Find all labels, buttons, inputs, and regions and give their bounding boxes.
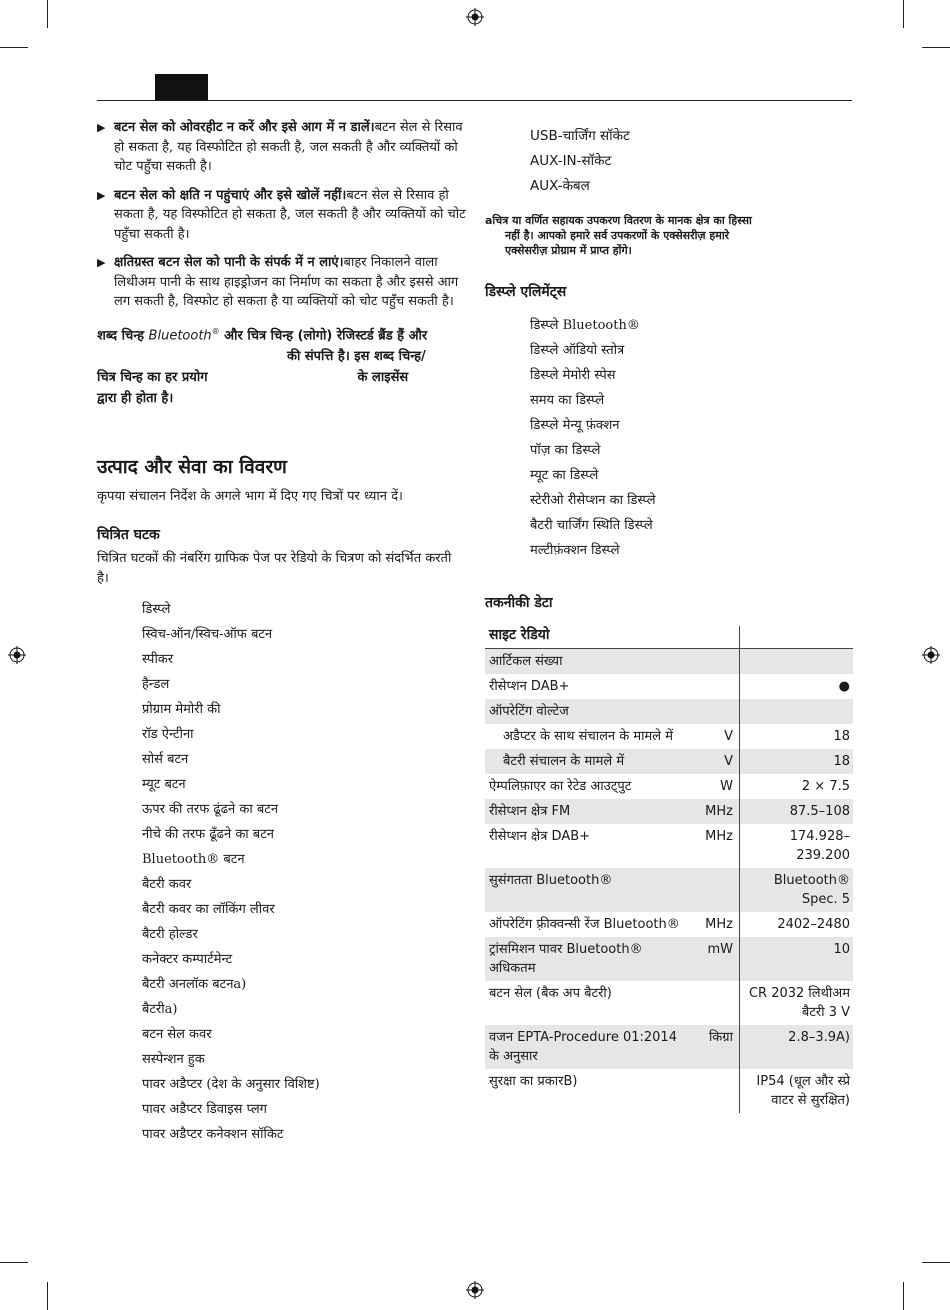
header-rule — [97, 100, 852, 101]
table-row — [485, 1069, 853, 1113]
table-cell-value: 10 — [740, 937, 854, 981]
table-cell-label: बैटरी संचालन के मामले में — [485, 749, 685, 774]
trademark-reg: ® — [211, 326, 220, 336]
table-cell-unit: V — [685, 749, 740, 774]
table-row — [485, 674, 853, 699]
table-header-unit — [685, 626, 740, 649]
table-row — [485, 1025, 853, 1069]
table-cell-label: सुरक्षा का प्रकारB) — [489, 1074, 578, 1089]
footnote — [485, 213, 853, 258]
list-item: AUX-IN-सॉकेट — [530, 153, 612, 169]
table-cell-label: रीसेप्शन क्षेत्र FM — [485, 799, 685, 824]
table-row — [485, 912, 853, 937]
crop-mark-tr-h — [922, 47, 950, 48]
registration-mark-icon — [8, 646, 26, 664]
table-header: साइट रेडियो — [485, 626, 685, 649]
list-item: सस्पेन्शन हुक — [142, 1051, 205, 1067]
footnote-line: एक्सेसरीज़ प्रोग्राम में प्राप्त होंगे। — [505, 244, 632, 257]
table-row — [485, 724, 853, 749]
list-item: बैटरी कवर — [142, 876, 192, 892]
warning-text: बटन सेल से रिसाव हो सकता है, यह विस्फोटित हो सकता है, जल सकती है और व्यक्तियों को चोट पहुँचा सकती है। — [114, 187, 466, 242]
table-row — [485, 699, 853, 724]
table-cell-value: 2.8–3.9A) — [740, 1025, 854, 1069]
list-item: पावर अडैप्टर (देश के अनुसार विशिष्ट) — [142, 1076, 320, 1092]
table-cell-value: 18 — [833, 729, 850, 744]
list-item: प्रोग्राम मेमोरी की — [142, 701, 221, 717]
components-list-continued — [485, 124, 853, 199]
list-item: बटन सेल कवर — [142, 1026, 212, 1042]
bullet-triangle-icon: ▶ — [97, 121, 106, 134]
list-item: AUX-केबल — [530, 178, 590, 194]
table-cell-value: 174.928–239.200 — [789, 829, 850, 863]
table-row — [485, 649, 853, 675]
tech-data-title: तकनीकी डेटा — [485, 595, 553, 611]
table-row — [485, 799, 853, 824]
trademark-text: शब्द चिन्ह — [97, 327, 145, 343]
list-item: स्टेरीओ रीसेप्शन का डिस्प्ले — [530, 493, 656, 508]
trademark-text: के लाइसेंस — [357, 369, 409, 385]
table-cell-unit: MHz — [685, 912, 740, 937]
table-cell-unit — [685, 674, 740, 699]
table-cell-unit: V — [685, 724, 740, 749]
table-cell-value: 2 × 7.5 — [801, 779, 850, 794]
list-item: पॉज़ का डिस्प्ले — [530, 443, 601, 458]
table-cell-value — [740, 699, 854, 724]
crop-mark-bl-h — [0, 1262, 28, 1263]
list-item: डिस्प्ले मेन्यू फ़ंक्शन — [530, 418, 620, 433]
table-cell-value: 87.5–108 — [740, 799, 854, 824]
section-title: उत्पाद और सेवा का विवरण — [97, 455, 287, 478]
bullet-triangle-icon: ▶ — [97, 256, 106, 269]
right-column — [485, 124, 853, 1113]
table-cell-unit: किग्रा — [685, 1025, 740, 1069]
list-item: बैटरी होल्डर — [142, 926, 198, 942]
warning-item — [97, 253, 467, 312]
list-item: बैटरी चार्जिंग स्थिति डिस्प्ले — [530, 518, 653, 533]
crop-mark-tr-v — [903, 0, 904, 28]
crop-mark-br-v — [903, 1282, 904, 1310]
table-cell-unit: MHz — [685, 824, 740, 868]
left-column — [97, 118, 467, 1147]
list-item: डिस्प्ले मेमोरी स्पेस — [530, 368, 616, 383]
list-item: बैटरी कवर का लॉकिंग लीवर — [142, 901, 275, 917]
warning-item — [97, 186, 467, 245]
table-cell-label: वजन EPTA-Procedure 01:2014 के अनुसार — [485, 1025, 685, 1069]
list-item: कनेक्टर कम्पार्टमेन्ट — [142, 951, 233, 967]
list-item: हैन्डल — [142, 676, 170, 692]
list-item: ऊपर की तरफ ढूंढने का बटन — [142, 801, 279, 817]
intro-text: कृपया संचालन निर्देश के अगले भाग में दिए गए चित्रों पर ध्यान दें। — [97, 488, 403, 504]
list-item: पावर अडैप्टर डिवाइस प्लग — [142, 1101, 267, 1117]
crop-mark-tl-h — [0, 47, 28, 48]
list-item: डिस्प्ले Bluetooth® — [530, 318, 640, 333]
trademark-text: चित्र चिन्ह का हर प्रयोग — [97, 369, 208, 385]
list-item: म्यूट बटन — [142, 776, 186, 792]
table-cell-unit — [685, 981, 740, 1025]
crop-mark-br-h — [922, 1262, 950, 1263]
table-cell-value — [740, 649, 854, 675]
list-item: पावर अडैप्टर कनेक्शन सॉकिट — [142, 1126, 284, 1142]
registration-mark-icon — [466, 1281, 484, 1299]
list-item: मल्टीफ़ंक्शन डिस्प्ले — [530, 543, 620, 558]
table-row — [485, 774, 853, 799]
table-cell-label: आर्टिकल संख्या — [485, 649, 685, 675]
table-cell-label: रीसेप्शन क्षेत्र DAB+ — [489, 829, 591, 844]
list-item: बैटरी अनलॉक बटनa) — [142, 976, 247, 992]
trademark-text: की संपत्ति है। इस शब्द चिन्ह/ — [287, 348, 426, 364]
tech-data-table — [485, 626, 853, 1113]
table-cell-label: बटन सेल (बैक अप बैटरी) — [489, 986, 612, 1001]
components-list — [97, 597, 467, 1147]
table-cell-unit — [685, 699, 740, 724]
table-header-row — [485, 626, 853, 649]
table-cell-value: 2402–2480 — [777, 917, 850, 932]
components-description: चित्रित घटकों की नंबरिंग ग्राफिक पेज पर रेडियो के चित्रण को संदर्भित करती है। — [97, 550, 452, 586]
table-cell-label: ऑपरेटिंग फ़्रीक्वन्सी रेंज Bluetooth® — [489, 917, 680, 932]
list-item: रॉड ऐन्टीना — [142, 726, 194, 742]
trademark-text: और चित्र चिन्ह (लोगो) रेजिस्टर्ड ब्रैंड हैं और — [219, 327, 428, 343]
table-cell-unit: W — [685, 774, 740, 799]
table-cell-unit — [685, 1069, 740, 1113]
table-row — [485, 749, 853, 774]
bullet-triangle-icon: ▶ — [97, 188, 106, 202]
table-cell-label: सुसंगतता Bluetooth® — [485, 868, 685, 912]
trademark-text: द्वारा ही होता है। — [97, 390, 174, 406]
list-item: नीचे की तरफ ढूँढने का बटन — [142, 826, 274, 842]
table-cell-unit — [685, 868, 740, 912]
table-cell-label: रीसेप्शन DAB+ — [489, 679, 570, 694]
table-row — [485, 981, 853, 1025]
table-cell-value: CR 2032 लिथीअम बैटरी 3 V — [748, 986, 850, 1020]
table-cell-label: ऑपरेटिंग वोल्टेज — [485, 699, 685, 724]
table-cell-unit — [685, 649, 740, 675]
crop-mark-tl-v — [47, 0, 48, 28]
list-item: डिस्प्ले ऑडियो स्तोत्र — [530, 343, 625, 358]
table-cell-unit: MHz — [685, 799, 740, 824]
display-elements-list — [485, 313, 853, 563]
table-cell-label: ऐम्पलिफ़ाएर का रेटेड आउट्पुट — [489, 779, 632, 794]
warning-text: बटन सेल से रिसाव हो सकता है, यह विस्फोटित हो सकती है, जल सकती है और व्यक्तियों को चोट पहुँचा सकती है। — [114, 120, 463, 174]
list-item: स्विच-ऑन/स्विच-ऑफ बटन — [142, 626, 273, 642]
trademark-notice — [97, 321, 467, 409]
warning-bold: बटन सेल को क्षति न पहुंचाएं और इसे खोलें नहीं। — [114, 187, 347, 203]
display-elements-title: डिस्प्ले एलिमेंट्स — [485, 284, 567, 300]
list-item: Bluetooth® बटन — [142, 851, 245, 867]
warning-bold: क्षतिग्रस्त बटन सेल को पानी के संपर्क में न लाएं। — [114, 255, 344, 270]
list-item: डिस्प्ले — [142, 601, 171, 617]
list-item: सोर्स बटन — [142, 751, 189, 767]
list-item: स्पीकर — [142, 651, 174, 667]
table-cell-value: IP54 (धूल और स्प्रे वाटर से सुरक्षित) — [756, 1074, 850, 1108]
table-row — [485, 868, 853, 912]
table-row — [485, 937, 853, 981]
table-cell-unit: mW — [685, 937, 740, 981]
table-cell-value: ● — [838, 679, 850, 694]
page-number-block — [155, 74, 208, 100]
warning-bold: बटन सेल को ओवरहीट न करें और इसे आग में न डालें। — [114, 120, 375, 135]
table-cell-value: Bluetooth® Spec. 5 — [740, 868, 854, 912]
warning-text: बाहर निकालने वाला लिथीअम पानी के साथ हाइड्रोजन का निर्माण का सकता है और इससे आग लग सकती है, विस्फोट हो सकता है या व्यक्तियों को चोट पहुँच सकती है। — [114, 255, 459, 309]
list-item: बैटरीa) — [142, 1001, 178, 1017]
trademark-brand: Bluetooth — [148, 327, 212, 343]
registration-mark-icon — [466, 8, 484, 26]
list-item: म्यूट का डिस्प्ले — [530, 468, 599, 483]
footnote-line: aचित्र या वर्णित सहायक उपकरण वितरण के मानक क्षेत्र का हिस्सा — [485, 214, 752, 227]
components-title: चित्रित घटक — [97, 526, 160, 543]
list-item: USB-चार्जिंग सॉकेट — [530, 128, 630, 144]
list-item: समय का डिस्प्ले — [530, 393, 605, 408]
footnote-line: नहीं है। आपको हमारे सर्व उपकरणों के एक्सेसरीज़ हमारे — [505, 229, 730, 242]
table-cell-value: 18 — [740, 749, 854, 774]
table-cell-label: अडैप्टर के साथ संचालन के मामले में — [503, 729, 673, 744]
warning-item — [97, 118, 467, 177]
crop-mark-bl-v — [47, 1282, 48, 1310]
table-cell-label: ट्रांसमिशन पावर Bluetooth® अधिकतम — [485, 937, 685, 981]
table-row — [485, 824, 853, 868]
table-header-value — [740, 626, 854, 649]
registration-mark-icon — [922, 646, 940, 664]
